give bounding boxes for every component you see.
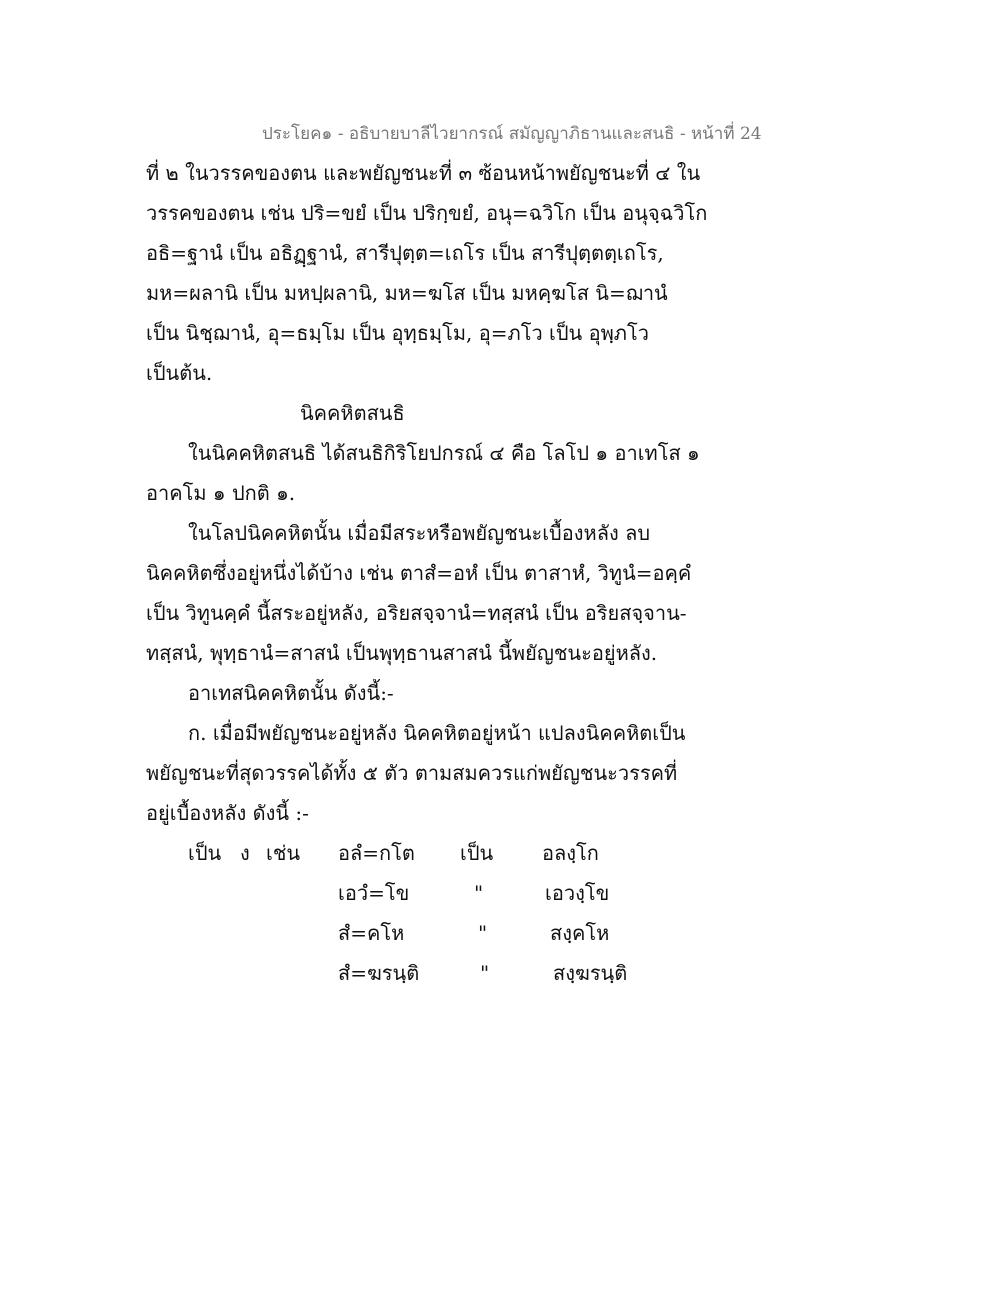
text-line: ในนิคคหิตสนธิ ได้สนธิกิริโยปกรณ์ ๔ คือ โลโป ๑ อาเทโส ๑	[188, 441, 700, 465]
text-line: อาคโม ๑ ปกติ ๑.	[146, 481, 296, 505]
table-mark: "	[478, 921, 488, 945]
text-line: อยู่เบื้องหลัง ดังนี้ :-	[146, 801, 309, 825]
table-result: สงฺฆรนฺติ	[553, 961, 628, 985]
text-line: เป็น วิทูนคฺคํ นี้สระอยู่หลัง, อริยสจฺจานํ=ทสฺสนํ เป็น อริยสจฺจาน-	[146, 601, 687, 625]
text-line: ที่ ๒ ในวรรคของตน และพยัญชนะที่ ๓ ซ้อนหน้าพยัญชนะที่ ๔ ใน	[146, 161, 701, 185]
table-source: สํ=ฆรนฺติ	[338, 961, 420, 985]
table-lead-chen: เช่น	[266, 841, 301, 865]
text-line: เป็นต้น.	[146, 361, 213, 385]
table-lead-pen: เป็น	[188, 841, 222, 865]
section-heading: นิคคหิตสนธิ	[300, 401, 405, 425]
table-mark: "	[480, 961, 490, 985]
table-mark: "	[474, 881, 484, 905]
text-line: วรรคของตน เช่น ปริ=ขยํ เป็น ปริกฺขยํ, อนุ=ฉวิโก เป็น อนุจฺฉวิโก	[146, 201, 708, 225]
text-line: ทสฺสนํ, พุทฺธานํ=สาสนํ เป็นพุทฺธานสาสนํ นี้พยัญชนะอยู่หลัง.	[146, 641, 658, 665]
running-header: ประโยค๑ - อธิบายบาลีไวยากรณ์ สมัญญาภิธานและสนธิ - หน้าที่ 24	[262, 124, 762, 144]
table-result: อลงฺโก	[542, 841, 599, 865]
table-mark: เป็น	[460, 841, 494, 865]
table-source: สํ=คโห	[338, 921, 405, 945]
table-source: อลํ=กโต	[338, 841, 415, 865]
table-result: สงฺคโห	[550, 921, 610, 945]
table-result: เอวงฺโข	[545, 881, 610, 905]
table-source: เอวํ=โข	[338, 881, 410, 905]
table-lead-letter: ง	[240, 841, 250, 865]
text-line: มห=ผลานิ เป็น มหปฺผลานิ, มห=ฆโส เป็น มหคฺฆโส นิ=ฌานํ	[146, 281, 668, 305]
text-line: อาเทสนิคคหิตนั้น ดังนี้:-	[188, 681, 394, 705]
text-line: พยัญชนะที่สุดวรรคได้ทั้ง ๕ ตัว ตามสมควรแก่พยัญชนะวรรคที่	[146, 761, 678, 785]
text-line: นิคคหิตซึ่งอยู่หนึ่งได้บ้าง เช่น ตาสํ=อหํ เป็น ตาสาหํ, วิทูนํ=อคฺคํ	[146, 561, 692, 585]
text-line: เป็น นิชฺฌานํ, อุ=ธมฺโม เป็น อุทฺธมฺโม, อุ=ภโว เป็น อุพฺภโว	[146, 321, 649, 345]
text-line: อธิ=ฐานํ เป็น อธิฏฺฐานํ, สารีปุตฺต=เถโร เป็น สารีปุตฺตตฺเถโร,	[146, 241, 664, 265]
text-line: ก. เมื่อมีพยัญชนะอยู่หลัง นิคคหิตอยู่หน้า แปลงนิคคหิตเป็น	[188, 721, 686, 745]
text-line: ในโลปนิคคหิตนั้น เมื่อมีสระหรือพยัญชนะเบื้องหลัง ลบ	[188, 521, 651, 545]
